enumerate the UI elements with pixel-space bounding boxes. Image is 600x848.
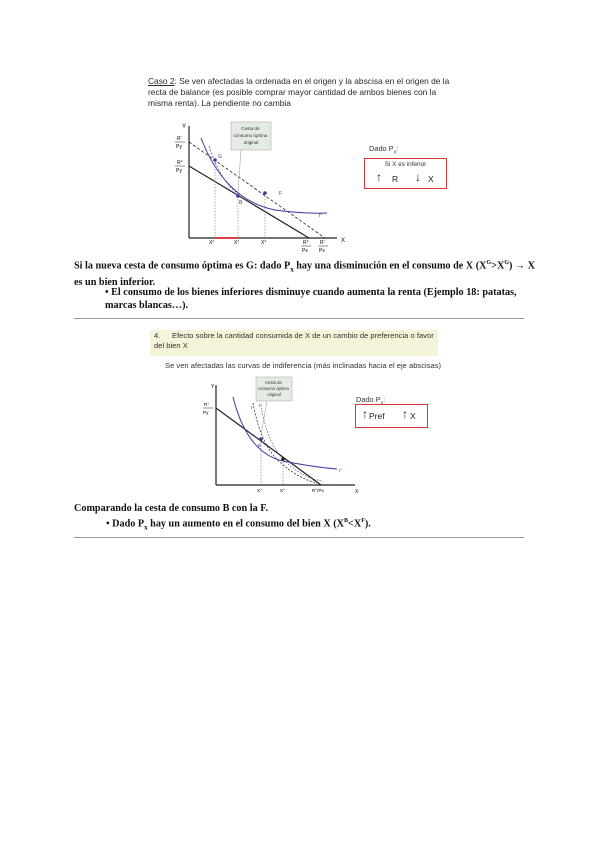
y-tick-den: Py [203,410,209,415]
x-tick-2: X° [280,488,285,493]
budget-line [216,408,321,485]
bullet-2: • Dado $P_x$ hay un aumento en el consumo del bien X $(X^B<X^F)$. [106,518,371,532]
bullet-1 [105,286,535,312]
y-tick-lower-den: Py [176,168,182,174]
point-b-label: B [239,200,243,206]
y-tick-num: R° [204,402,210,407]
point-g [213,158,217,162]
budget-line-original [189,166,309,238]
bullet-text: El consumo de los bienes inferiores disminuye cuando aumenta la renta (Ejemplo 18: patatas, marcas blancas…). [105,287,517,311]
x-tick-2: X° [234,240,240,246]
divider-2 [74,537,524,538]
y-tick-upper-num: R' [177,136,182,142]
y-tick-lower-num: R° [177,160,183,166]
box-x: X [428,174,434,184]
x-tick-4-num: R° [303,240,309,246]
arrow-down-icon: ↓ [415,170,421,184]
y-axis-label: Y [211,384,215,390]
x-axis-label: X [341,238,346,244]
point-b-label: B [258,443,262,448]
point-f [263,191,267,195]
box-x: X [410,411,416,421]
curve-label: I° [319,213,323,219]
paragraph-1: Si la nueva cesta de consumo óptima es G: dado $P_x$ hay una disminución en el consumo de X $(X^G>X^G) \to X$ es un bien inferior. [74,260,536,289]
box-pref: Pref [369,411,385,421]
x-tick-3: R°/Px [312,488,324,493]
bullet-mark: • [105,287,109,298]
x-tick-5-num: R' [320,240,325,246]
arrow-up-icon: ↑ [376,170,382,184]
point-g-label: G [218,154,222,160]
figure1-caption [148,76,453,109]
caption-text: : Se ven afectadas la ordenada en el origen y la abscisa en el origen de la recta de balance (es posible comprar mayor cantidad de ambos bienes con la misma renta). La pendiente no cambia [148,76,450,108]
x-axis-label: X [355,489,359,495]
callout-text: Cesta de consumo óptima original [258,380,289,397]
caso-label: Caso 2 [148,76,175,86]
x-tick-5-den: Px [319,248,325,254]
x-tick-1: X° [209,240,215,246]
figure2-side-title: Dado $P_x$: [356,395,386,407]
point-b [236,194,240,198]
figure1-graph [165,118,355,253]
figure1-side-title: Dado $P_x$: [369,144,399,156]
indifference-curve-new-2 [261,405,323,481]
figure2-graph [195,375,365,495]
arrow-up-icon-2: ↑ [402,407,408,421]
divider-1 [74,318,524,319]
point-f [281,457,285,461]
point-b [259,437,263,441]
bullet-mark: • [106,518,110,530]
figure2-effect-box [355,404,428,428]
arrow-up-icon: ↑ [362,407,368,421]
point-f-label: F [279,191,283,197]
curve-i2-label: I° [259,403,263,408]
y-axis-label: Y [182,124,187,130]
figure1-effect-box [364,158,447,189]
figure2-subtitle: Se ven afectadas las curvas de indiferencia (más inclinadas hacia el eje abscisas) [165,361,442,370]
x-tick-3: X° [261,240,267,246]
curve-i1-label: I' [251,405,254,410]
box-r: R [392,174,399,184]
x-tick-4-den: Px [302,248,308,254]
x-tick-1: X° [257,488,262,493]
paragraph-2: Comparando la cesta de consumo B con la F. [74,503,269,514]
box-title: Si X es inferior [384,161,427,168]
figure2-banner: 4. Efecto sobre la cantidad consumida de X de un cambio de preferencia o favor del bien X [150,330,438,356]
curve-label: I° [339,468,343,473]
callout-text: Cesta de consumo óptima original [233,126,268,145]
y-tick-upper-den: Py [176,144,182,150]
